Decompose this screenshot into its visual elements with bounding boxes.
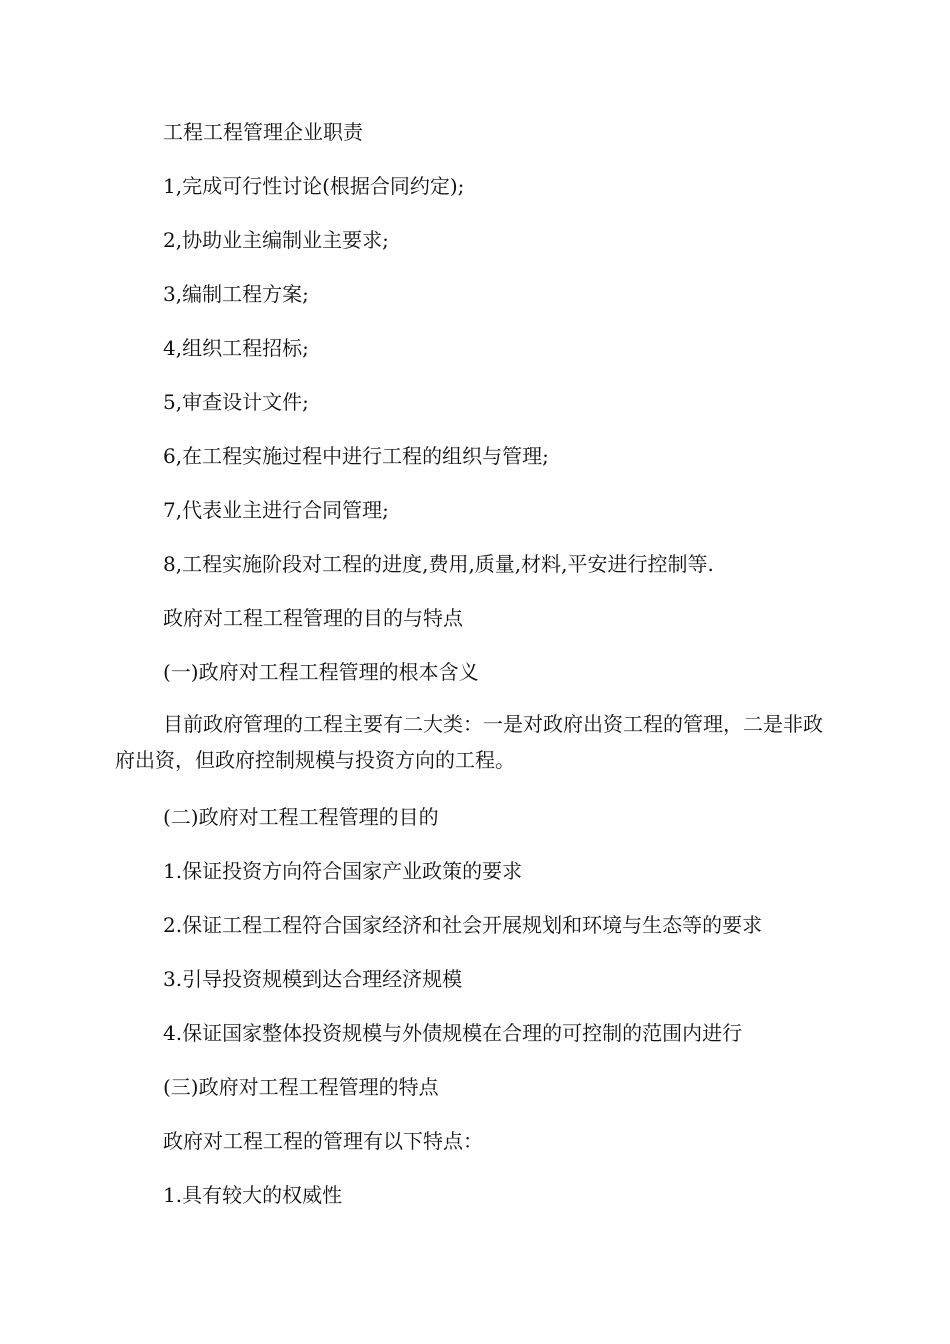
list-item: 8,工程实施阶段对工程的进度,费用,质量,材料,平安进行控制等. [163,552,714,576]
list-item: 3,编制工程方案; [163,282,309,306]
list-item: 7,代表业主进行合同管理; [163,498,389,522]
heading-government-management: 政府对工程工程管理的目的与特点 [163,606,463,630]
paragraph-characteristics-intro: 政府对工程工程的管理有以下特点： [163,1129,483,1153]
subheading-characteristics: (三)政府对工程工程管理的特点 [163,1075,439,1099]
paragraph-project-categories: 目前政府管理的工程主要有二大类：一是对政府出资工程的管理，二是非政府出资，但政府控制规模与投资方向的工程。 [115,712,823,772]
list-item: 6,在工程实施过程中进行工程的组织与管理; [163,444,549,468]
subheading-purpose: (二)政府对工程工程管理的目的 [163,805,439,829]
list-item: 1,完成可行性讨论(根据合同约定); [163,174,465,198]
heading-company-duties: 工程工程管理企业职责 [163,120,363,144]
list-item: 5,审查设计文件; [163,390,309,414]
list-item: 4,组织工程招标; [163,336,309,360]
list-item: 3.引导投资规模到达合理经济规模 [163,967,463,991]
list-item: 1.保证投资方向符合国家产业政策的要求 [163,859,523,883]
list-item: 1.具有较大的权威性 [163,1183,343,1207]
list-item: 2.保证工程工程符合国家经济和社会开展规划和环境与生态等的要求 [163,913,763,937]
list-item: 4.保证国家整体投资规模与外债规模在合理的可控制的范围内进行 [163,1021,743,1045]
list-item: 2,协助业主编制业主要求; [163,228,389,252]
subheading-basic-meaning: (一)政府对工程工程管理的根本含义 [163,660,479,684]
